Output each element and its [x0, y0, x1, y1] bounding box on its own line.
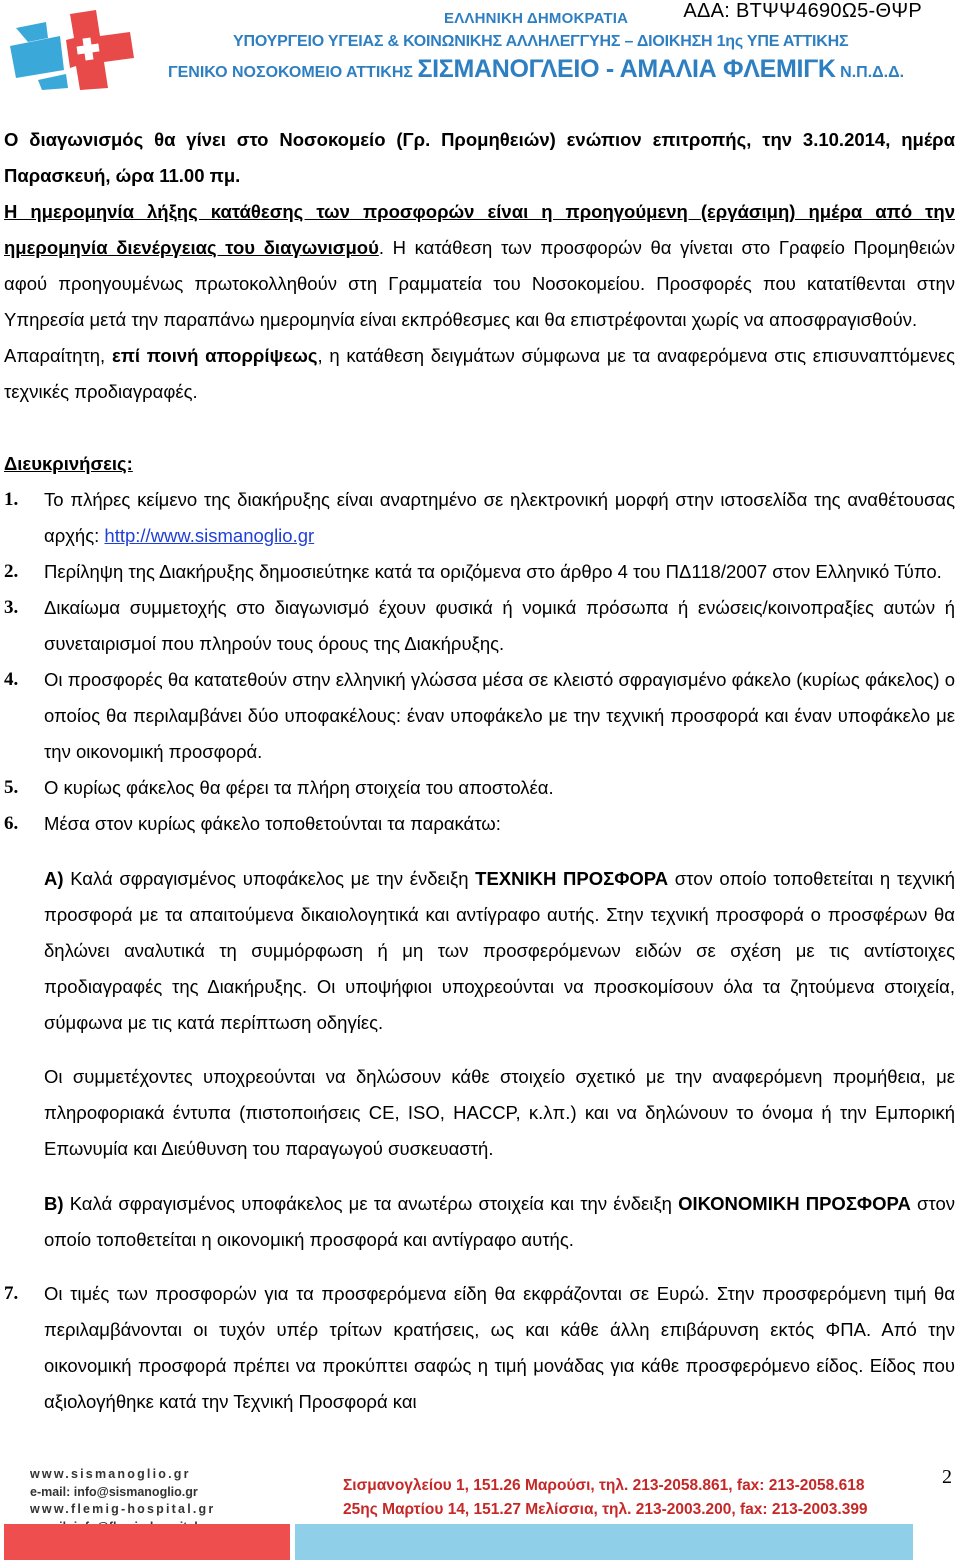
footer-website-1: www.sismanoglio.gr — [30, 1467, 191, 1481]
letterhead — [0, 0, 960, 100]
list-item — [4, 554, 955, 590]
item-text-body: Το πλήρες κείμενο της διακήρυξης είναι αναρτημένο σε ηλεκτρονική μορφή στην ιστοσελίδα της αναθέτουσας αρχής: — [44, 489, 955, 546]
clarifications-heading: Διευκρινήσεις: — [4, 453, 133, 474]
footer-website-2: www.flemig-hospital.gr — [30, 1502, 216, 1516]
technical-offer-envelope — [44, 861, 955, 1041]
footer-blue-bar — [295, 1524, 913, 1560]
item-text: Δικαίωμα συμμετοχής στο διαγωνισμό έχουν φυσικά ή νομικά πρόσωπα ή ενώσεις/κοινοπραξίες αυτών ή συνεταιρισμοί που πληρούν τους όρους της Διακήρυξης. — [44, 597, 955, 654]
hospital-cross-logo — [8, 8, 143, 90]
item-number: 2. — [4, 561, 19, 582]
header-hospital-title: ΣΙΣΜΑΝΟΓΛΕΙΟ - ΑΜΑΛΙΑ ΦΛΕΜΙΓΚ — [417, 55, 836, 83]
sub-item-text: Καλά σφραγισμένος υποφάκελος με την ένδειξη — [63, 867, 476, 889]
sub-item-text: στον οποίο τοποθετείται η τεχνική προσφορά με τα απαιτούμενα δικαιολογητικά και αντίγραφο αυτής. Στην τεχνική προσφορά ο προσφέρων θα δηλώνει αναλυτικά τη συμμόρφωση ή μη των προσφερόμενων ειδών σε σχέση με τις αντίστοιχες προδιαγραφές της Διακήρυξης. Οι υποψήφιοι υποχρεούνται να προσκομίσουν όλα τα ζητούμενα στοιχεία, σύμφωνα με τις κατά περίπτωση οδηγίες. — [44, 867, 955, 1033]
item-number: 1. — [4, 489, 19, 510]
header-hospital-suffix: Ν.Π.Δ.Δ. — [835, 64, 905, 81]
item-text: Οι προσφορές θα κατατεθούν στην ελληνική γλώσσα μέσα σε κλειστό σφραγισμένο φάκελο (κυρίως φάκελος) ο οποίος θα περιλαμβάνει δύο υποφακέλους: έναν υποφάκελο με την τεχνική προσφορά και έναν υποφάκελο με την οικονομική προσφορά. — [44, 669, 955, 762]
item-number: 6. — [4, 813, 19, 834]
deadline-statement: Η ημερομηνία λήξης κατάθεσης των προσφορών είναι η προηγούμενη (εργάσιμη) ημέρα από την ημερομηνία διενέργειας του διαγωνισμού — [4, 201, 955, 258]
tender-date-paragraph: Ο διαγωνισμός θα γίνει στο Νοσοκομείο (Γρ. Προμηθειών) ενώπιον επιτροπής, την 3.10.2014, ημέρα Παρασκευή, ώρα 11.00 πμ. — [4, 129, 955, 186]
sub-item-label: Β) — [44, 1192, 64, 1214]
footer-addresses — [343, 1474, 868, 1522]
sub-item-label: Α) — [44, 867, 64, 889]
page-number: 2 — [942, 1466, 952, 1488]
samples-text-start: Απαραίτητη, — [4, 345, 112, 366]
list-item — [4, 1276, 955, 1420]
technical-offer-label: ΤΕΧΝΙΚΗ ΠΡΟΣΦΟΡΑ — [475, 867, 669, 889]
footer-email-1: e-mail: info@sismanoglio.gr — [30, 1484, 198, 1499]
header-hospital-name — [168, 55, 904, 84]
item-text: Ο κυρίως φάκελος θα φέρει τα πλήρη στοιχεία του αποστολέα. — [44, 777, 554, 798]
item-number: 7. — [4, 1283, 19, 1304]
footer-red-bar — [4, 1524, 290, 1560]
item-text: Μέσα στον κυρίως φάκελο τοποθετούνται τα παρακάτω: — [44, 813, 501, 834]
header-ministry: ΥΠΟΥΡΓΕΙΟ ΥΓΕΙΑΣ & ΚΟΙΝΩΝΙΚΗΣ ΑΛΛΗΛΕΓΓΥΗΣ – ΔΙΟΙΚΗΣΗ 1ης ΥΠΕ ΑΤΤΙΚΗΣ — [233, 33, 849, 50]
penalty-emphasis: επί ποινή απορρίψεως — [111, 345, 318, 366]
deadline-paragraph — [4, 194, 955, 338]
footer-address-2: 25ης Μαρτίου 14, 151.27 Μελίσσια, τηλ. 213-2003.200, fax: 213-2003.399 — [343, 1501, 868, 1518]
item-text — [44, 482, 955, 554]
footer-address-1: Σισμανογλείου 1, 151.26 Μαρούσι, τηλ. 213-2058.861, fax: 213-2058.618 — [343, 1477, 865, 1494]
list-item — [4, 770, 955, 806]
ada-code: ΑΔΑ: ΒΤΨΨ4690Ω5-ΘΨΡ — [683, 0, 922, 22]
list-item — [4, 806, 955, 842]
sub-item-text: στον οποίο τοποθετείται η οικονομική προσφορά και αντίγραφο αυτής. — [44, 1192, 955, 1250]
website-link[interactable]: http://www.sismanoglio.gr — [104, 525, 315, 546]
document-body — [4, 122, 955, 1420]
sub-item-text: Καλά σφραγισμένος υποφάκελος με τα ανωτέρω στοιχεία και την ένδειξη — [63, 1192, 679, 1214]
item-text: Περίληψη της Διακήρυξης δημοσιεύτηκε κατά τα οριζόμενα στο άρθρο 4 του ΠΔ118/2007 στον Ελληνικό Τύπο. — [44, 561, 942, 582]
list-item — [4, 662, 955, 770]
financial-offer-envelope — [44, 1186, 955, 1258]
deadline-details: . Η κατάθεση των προσφορών θα γίνεται στο Γραφείο Προμηθειών αφού προηγουμένως πρωτοκολληθούν στη Γραμματεία του Νοσοκομείου. Προσφορές που κατατίθενται στην Υπηρεσία μετά την παραπάνω ημερομηνία είναι εκπρόθεσμες και θα επιστρέφονται χωρίς να αποσφραγισθούν. — [4, 237, 955, 330]
participants-obligations: Οι συμμετέχοντες υποχρεούνται να δηλώσουν κάθε στοιχείο σχετικό με την αναφερόμενη προμήθεια, με πληροφοριακά έντυπα (πιστοποιήσεις CE, ISO, HACCP, κ.λπ.) και να δηλώνουν το όνομα ή την Εμπορική Επωνυμία και Διεύθυνση του παραγωγού συσκευαστή. — [44, 1066, 955, 1159]
page-footer — [0, 1460, 960, 1564]
item-number: 4. — [4, 669, 19, 690]
samples-paragraph — [4, 338, 955, 410]
item-number: 3. — [4, 597, 19, 618]
item-number: 5. — [4, 777, 19, 798]
header-hospital-prefix: ΓΕΝΙΚΟ ΝΟΣΟΚΟΜΕΙΟ ΑΤΤΙΚΗΣ — [168, 64, 418, 81]
samples-text-end: , η κατάθεση δειγμάτων σύμφωνα με τα αναφερόμενα στις επισυναπτόμενες τεχνικές προδιαγραφές. — [4, 345, 955, 402]
list-item — [4, 590, 955, 662]
item-text: Οι τιμές των προσφορών για τα προσφερόμενα είδη θα εκφράζονται σε Ευρώ. Στην προσφερόμενη τιμή θα περιλαμβάνονται οι τυχόν υπέρ τρίτων κρατήσεις, ως και κάθε άλλη επιβάρυνση εκτός ΦΠΑ. Από την οικονομική προσφορά πρέπει να προκύπτει σαφώς η τιμή μονάδας για κάθε προσφερόμενο είδος. Είδος που αξιολογήθηκε κατά την Τεχνική Προσφορά και — [44, 1283, 955, 1412]
header-country: ΕΛΛΗΝΙΚΗ ΔΗΜΟΚΡΑΤΙΑ — [444, 10, 629, 27]
list-item — [4, 482, 955, 554]
financial-offer-label: ΟΙΚΟΝΟΜΙΚΗ ΠΡΟΣΦΟΡΑ — [678, 1192, 911, 1214]
